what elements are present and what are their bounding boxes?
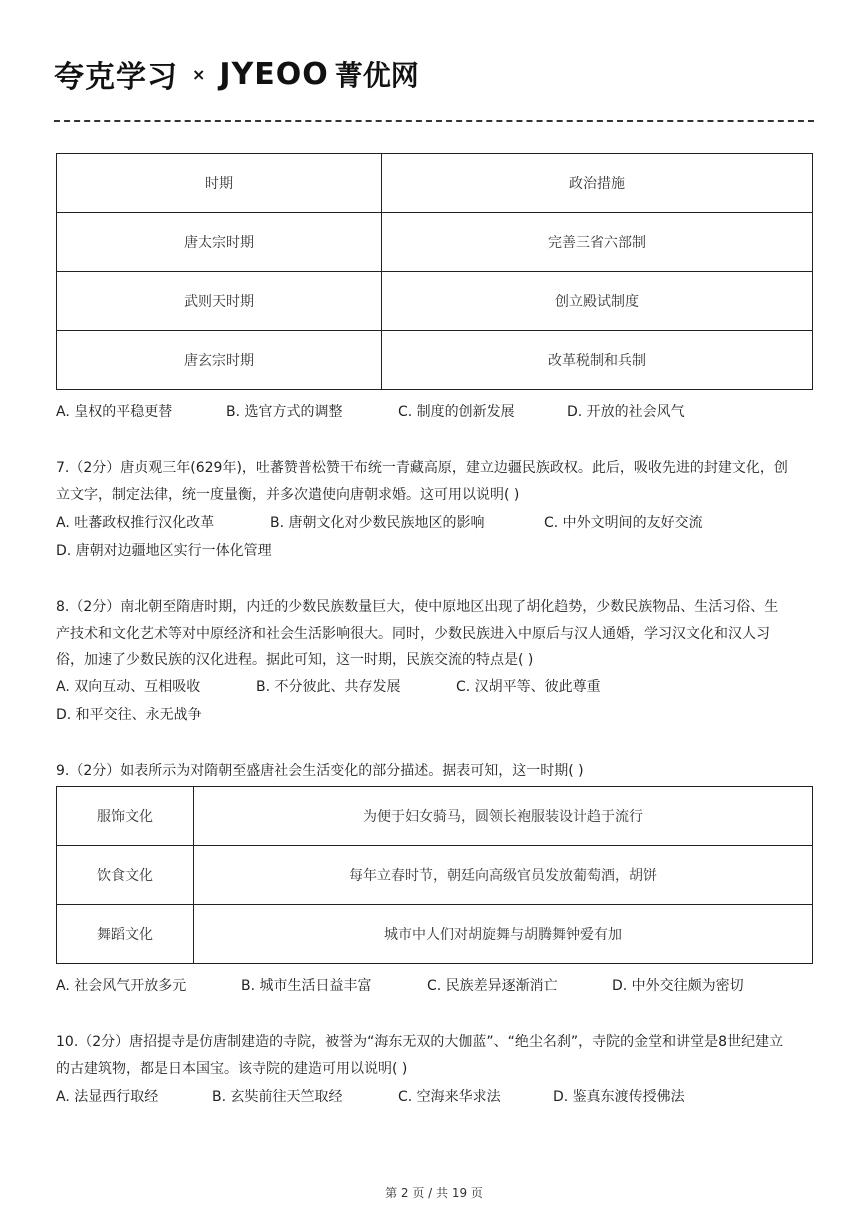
- q6-option-c[interactable]: C. 制度的创新发展: [398, 404, 515, 420]
- q9-option-c[interactable]: C. 民族差异逐渐消亡: [427, 978, 558, 994]
- q8-option-a[interactable]: A. 双向互动、互相吸收: [56, 679, 201, 695]
- q7-option-d[interactable]: D. 唐朝对边疆地区实行一体化管理: [56, 543, 272, 559]
- table-cell: 城市中人们对胡旋舞与胡腾舞钟爱有加: [194, 905, 813, 964]
- social-life-table: [56, 786, 813, 964]
- q9-option-b[interactable]: B. 城市生活日益丰富: [241, 978, 372, 994]
- q8-stem-line: 8.（2分）南北朝至隋唐时期，内迁的少数民族数量巨大，使中原地区出现了胡化趋势，少数民族物品、生活习俗、生: [56, 599, 779, 615]
- table-cell: 服饰文化: [57, 787, 194, 846]
- q10-option-c[interactable]: C. 空海来华求法: [398, 1089, 501, 1105]
- table-cell: 改革税制和兵制: [382, 331, 813, 390]
- jyeoo-logo: JYEOO: [219, 56, 329, 92]
- jyeoo-cn-logo: 菁优网: [334, 59, 419, 92]
- q7-stem-line: 立文字，制定法律，统一度量衡，并多次遣使向唐朝求婚。这可用以说明( ): [56, 487, 520, 503]
- q10-option-d[interactable]: D. 鉴真东渡传授佛法: [553, 1089, 685, 1105]
- q10-option-a[interactable]: A. 法显西行取经: [56, 1089, 159, 1105]
- header-divider: [54, 120, 814, 122]
- q10-option-b[interactable]: B. 玄奘前往天竺取经: [212, 1089, 343, 1105]
- table-row: [57, 846, 813, 905]
- q7-option-c[interactable]: C. 中外文明间的友好交流: [544, 515, 703, 531]
- q8-stem-line: 俗，加速了少数民族的汉化进程。据此可知，这一时期，民族交流的特点是( ): [56, 652, 534, 668]
- q9-stem-line: 9.（2分）如表所示为对隋朝至盛唐社会生活变化的部分描述。据表可知，这一时期( ): [56, 763, 584, 779]
- page-header: [54, 52, 419, 96]
- q7-stem-line: 7.（2分）唐贞观三年(629年)，吐蕃赞普松赞干布统一青藏高原，建立边疆民族政权。此后，吸收先进的封建文化，创: [56, 460, 788, 476]
- q9-option-d[interactable]: D. 中外交往颇为密切: [612, 978, 744, 994]
- table-row: [57, 213, 813, 272]
- q8-option-d[interactable]: D. 和平交往、永无战争: [56, 707, 202, 723]
- table-cell: 时期: [57, 154, 382, 213]
- table-cell: 创立殿试制度: [382, 272, 813, 331]
- table-cell: 完善三省六部制: [382, 213, 813, 272]
- q6-option-b[interactable]: B. 选官方式的调整: [226, 404, 343, 420]
- q8-option-c[interactable]: C. 汉胡平等、彼此尊重: [456, 679, 601, 695]
- q9-option-a[interactable]: A. 社会风气开放多元: [56, 978, 187, 994]
- table-row: [57, 272, 813, 331]
- q6-option-d[interactable]: D. 开放的社会风气: [567, 404, 685, 420]
- table-header-row: [57, 154, 813, 213]
- q6-option-a[interactable]: A. 皇权的平稳更替: [56, 404, 173, 420]
- table-cell: 唐玄宗时期: [57, 331, 382, 390]
- table-cell: 舞蹈文化: [57, 905, 194, 964]
- page-number: 第 2 页 / 共 19 页: [385, 1186, 483, 1200]
- table-cell: 政治措施: [382, 154, 813, 213]
- table-cell: 唐太宗时期: [57, 213, 382, 272]
- table-cell: 饮食文化: [57, 846, 194, 905]
- q7-option-a[interactable]: A. 吐蕃政权推行汉化改革: [56, 515, 215, 531]
- political-measures-table: [56, 153, 813, 390]
- q10-stem-line: 10.（2分）唐招提寺是仿唐制建造的寺院，被誉为“海东无双的大伽蓝”、“绝尘名刹”，寺院的金堂和讲堂是8世纪建立: [56, 1034, 784, 1050]
- table-cell: 武则天时期: [57, 272, 382, 331]
- table-row: [57, 787, 813, 846]
- table-cell: 每年立春时节，朝廷向高级官员发放葡萄酒，胡饼: [194, 846, 813, 905]
- q8-stem-line: 产技术和文化艺术等对中原经济和社会生活影响很大。同时，少数民族进入中原后与汉人通婚，学习汉文化和汉人习: [56, 626, 770, 642]
- quark-logo: 夸克学习: [54, 60, 178, 95]
- q10-stem-line: 的古建筑物，都是日本国宝。该寺院的建造可用以说明( ): [56, 1061, 408, 1077]
- table-cell: 为便于妇女骑马，圆领长袍服装设计趋于流行: [194, 787, 813, 846]
- q7-option-b[interactable]: B. 唐朝文化对少数民族地区的影响: [270, 515, 485, 531]
- q8-option-b[interactable]: B. 不分彼此、共存发展: [256, 679, 401, 695]
- table-row: [57, 905, 813, 964]
- table-row: [57, 331, 813, 390]
- separator-mark: ×: [192, 64, 206, 84]
